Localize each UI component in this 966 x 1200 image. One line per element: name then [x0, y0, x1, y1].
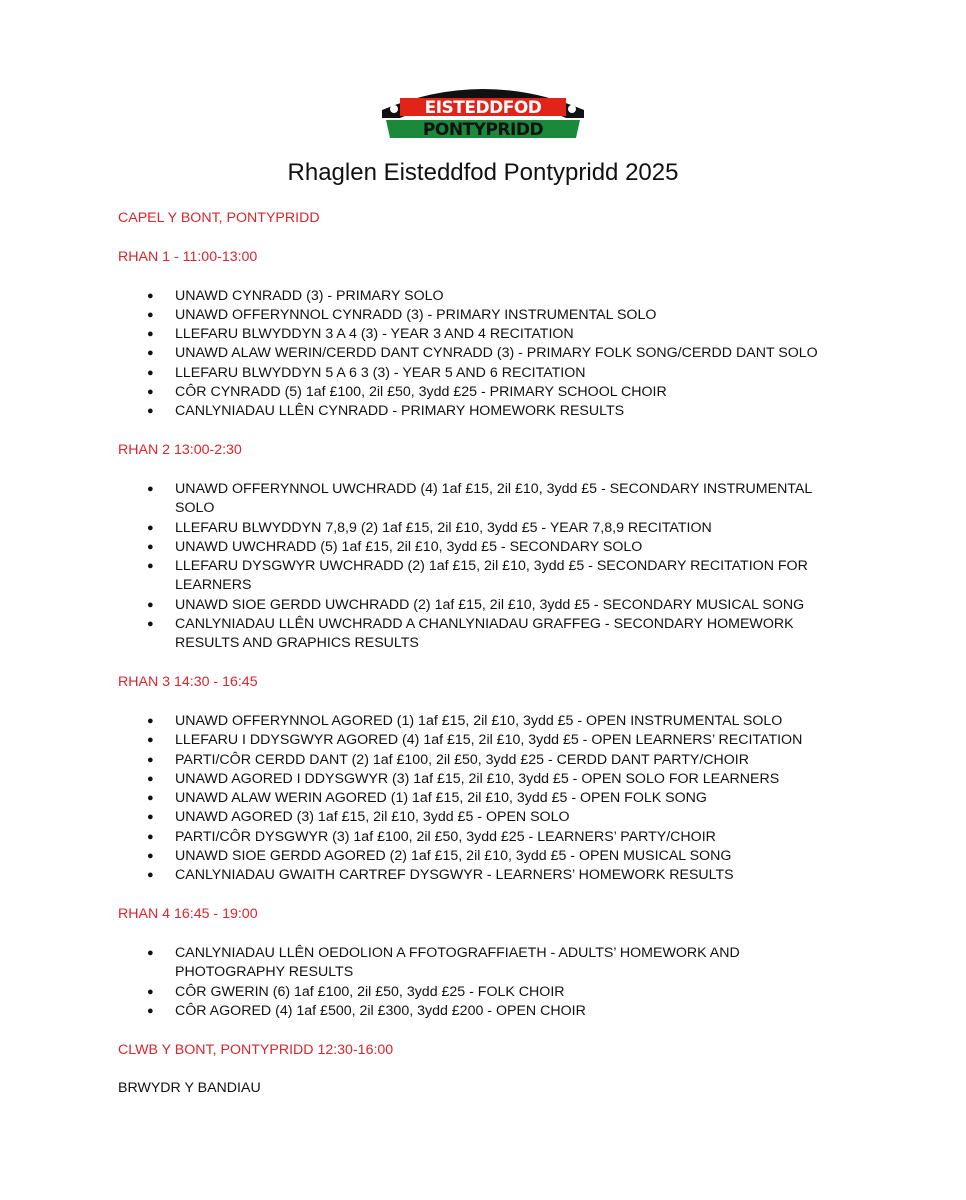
section-heading: RHAN 1 - 11:00-13:00 [118, 248, 258, 265]
bullet-icon: ● [147, 347, 154, 360]
list-item [118, 519, 848, 538]
bullet-icon: ● [147, 985, 154, 998]
list-item [118, 789, 848, 808]
list-item [118, 325, 848, 344]
bullet-icon: ● [147, 366, 154, 379]
bullet-icon: ● [147, 772, 154, 785]
list-item [118, 770, 848, 789]
section-heading: RHAN 3 14:30 - 16:45 [118, 674, 258, 691]
list-item-text: UNAWD OFFERYNNOL CYNRADD (3) - PRIMARY INSTRUMENTAL SOLO [175, 306, 657, 323]
bullet-icon: ● [147, 540, 154, 553]
list-item-text: UNAWD ALAW WERIN AGORED (1) 1af £15, 2il £10, 3ydd £5 - OPEN FOLK SONG [175, 790, 707, 807]
bullet-icon: ● [147, 405, 154, 418]
venue-heading-2: CLWB Y BONT, PONTYPRIDD 12:30-16:00 [118, 1041, 394, 1058]
logo-graphic [380, 76, 586, 140]
list-item [118, 344, 848, 363]
list-item [118, 596, 848, 615]
list-item [118, 751, 848, 770]
list-item [118, 383, 848, 402]
page-title: Rhaglen Eisteddfod Pontypridd 2025 [287, 159, 679, 186]
section-list [118, 480, 848, 654]
bullet-icon: ● [147, 386, 154, 399]
list-item-text: UNAWD SIOE GERDD AGORED (2) 1af £15, 2il £10, 3ydd £5 - OPEN MUSICAL SONG [175, 848, 732, 865]
list-item-text: CANLYNIADAU LLÊN UWCHRADD A CHANLYNIADAU GRAFFEG - SECONDARY HOMEWORK RESULTS AND GRAPHICS RESULTS [175, 616, 794, 652]
list-item [118, 983, 848, 1002]
bullet-icon: ● [147, 830, 154, 843]
venue-heading: CAPEL Y BONT, PONTYPRIDD [118, 210, 320, 226]
bullet-icon: ● [147, 328, 154, 341]
list-item-text: UNAWD ALAW WERIN/CERDD DANT CYNRADD (3) - PRIMARY FOLK SONG/CERDD DANT SOLO [175, 345, 818, 362]
list-item [118, 828, 848, 847]
bullet-icon: ● [147, 753, 154, 766]
list-item [118, 402, 848, 421]
bullet-icon: ● [147, 482, 154, 495]
bullet-icon: ● [147, 946, 154, 959]
list-item [118, 306, 848, 325]
section-list [118, 944, 848, 1021]
list-item [118, 808, 848, 827]
list-item-text: UNAWD AGORED I DDYSGWYR (3) 1af £15, 2il £10, 3ydd £5 - OPEN SOLO FOR LEARNERS [175, 770, 780, 787]
section-heading: RHAN 2 13:00-2:30 [118, 442, 242, 459]
bullet-icon: ● [147, 850, 154, 863]
list-item [118, 731, 848, 750]
list-item [118, 287, 848, 306]
list-item [118, 480, 848, 519]
logo-bottom-text: PONTYPRIDD [422, 120, 544, 140]
bullet-icon: ● [147, 792, 154, 805]
list-item [118, 364, 848, 383]
eisteddfod-logo [380, 76, 586, 140]
bullet-icon: ● [147, 618, 154, 631]
list-item-text: UNAWD OFFERYNNOL UWCHRADD (4) 1af £15, 2il £10, 3ydd £5 - SECONDARY INSTRUMENTAL SOLO [175, 480, 812, 517]
sections-container [118, 248, 848, 1021]
list-item-text: CANLYNIADAU GWAITH CARTREF DYSGWYR - LEARNERS’ HOMEWORK RESULTS [175, 867, 734, 884]
bullet-icon: ● [147, 308, 154, 321]
list-item-text: PARTI/CÔR CERDD DANT (2) 1af £100, 2il £50, 3ydd £25 - CERDD DANT PARTY/CHOIR [175, 751, 749, 768]
list-item-text: UNAWD CYNRADD (3) - PRIMARY SOLO [175, 287, 444, 304]
bullet-icon: ● [147, 811, 154, 824]
list-item [118, 615, 848, 654]
logo-top-text: EISTEDDFOD [424, 98, 542, 118]
list-item-text: CÔR GWERIN (6) 1af £100, 2il £50, 3ydd £25 - FOLK CHOIR [175, 983, 565, 1000]
list-item [118, 944, 848, 983]
list-item-text: LLEFARU BLWYDDYN 7,8,9 (2) 1af £15, 2il £10, 3ydd £5 - YEAR 7,8,9 RECITATION [175, 519, 712, 536]
bullet-icon: ● [147, 289, 154, 302]
final-text: BRWYDR Y BANDIAU [118, 1080, 261, 1097]
list-item-text: LLEFARU DYSGWYR UWCHRADD (2) 1af £15, 2il £10, 3ydd £5 - SECONDARY RECITATION FOR LEARNERS [175, 558, 808, 594]
bullet-icon: ● [147, 1004, 154, 1017]
programme-content [118, 209, 848, 1099]
list-item-text: UNAWD OFFERYNNOL AGORED (1) 1af £15, 2il £10, 3ydd £5 - OPEN INSTRUMENTAL SOLO [175, 712, 783, 729]
section-heading: RHAN 4 16:45 - 19:00 [118, 906, 258, 923]
list-item-text: CÔR CYNRADD (5) 1af £100, 2il £50, 3ydd £25 - PRIMARY SCHOOL CHOIR [175, 384, 667, 401]
list-item-text: LLEFARU I DDYSGWYR AGORED (4) 1af £15, 2il £10, 3ydd £5 - OPEN LEARNERS’ RECITATION [175, 732, 803, 749]
bullet-icon: ● [147, 869, 154, 882]
list-item [118, 866, 848, 885]
list-item [118, 712, 848, 731]
list-item-text: UNAWD UWCHRADD (5) 1af £15, 2il £10, 3ydd £5 - SECONDARY SOLO [175, 538, 643, 555]
list-item-text: UNAWD SIOE GERDD UWCHRADD (2) 1af £15, 2il £10, 3ydd £5 - SECONDARY MUSICAL SONG [175, 596, 805, 613]
list-item [118, 1002, 848, 1021]
bullet-icon: ● [147, 598, 154, 611]
bullet-icon: ● [147, 560, 154, 573]
section-list [118, 712, 848, 886]
list-item-text: LLEFARU BLWYDDYN 5 A 6 3 (3) - YEAR 5 AND 6 RECITATION [175, 364, 586, 381]
list-item-text: CANLYNIADAU LLÊN OEDOLION A FFOTOGRAFFIAETH - ADULTS’ HOMEWORK AND PHOTOGRAPHY RESULTS [175, 944, 740, 981]
list-item [118, 847, 848, 866]
list-item-text: PARTI/CÔR DYSGWYR (3) 1af £100, 2il £50, 3ydd £25 - LEARNERS’ PARTY/CHOIR [175, 828, 716, 845]
list-item-text: LLEFARU BLWYDDYN 3 A 4 (3) - YEAR 3 AND 4 RECITATION [175, 326, 574, 343]
bullet-icon: ● [147, 734, 154, 747]
list-item [118, 538, 848, 557]
bullet-icon: ● [147, 714, 154, 727]
bullet-icon: ● [147, 521, 154, 534]
list-item-text: CÔR AGORED (4) 1af £500, 2il £300, 3ydd £200 - OPEN CHOIR [175, 1002, 586, 1019]
list-item-text: CANLYNIADAU LLÊN CYNRADD - PRIMARY HOMEWORK RESULTS [175, 403, 625, 420]
section-list [118, 287, 848, 422]
list-item-text: UNAWD AGORED (3) 1af £15, 2il £10, 3ydd £5 - OPEN SOLO [175, 809, 570, 826]
list-item [118, 557, 848, 596]
